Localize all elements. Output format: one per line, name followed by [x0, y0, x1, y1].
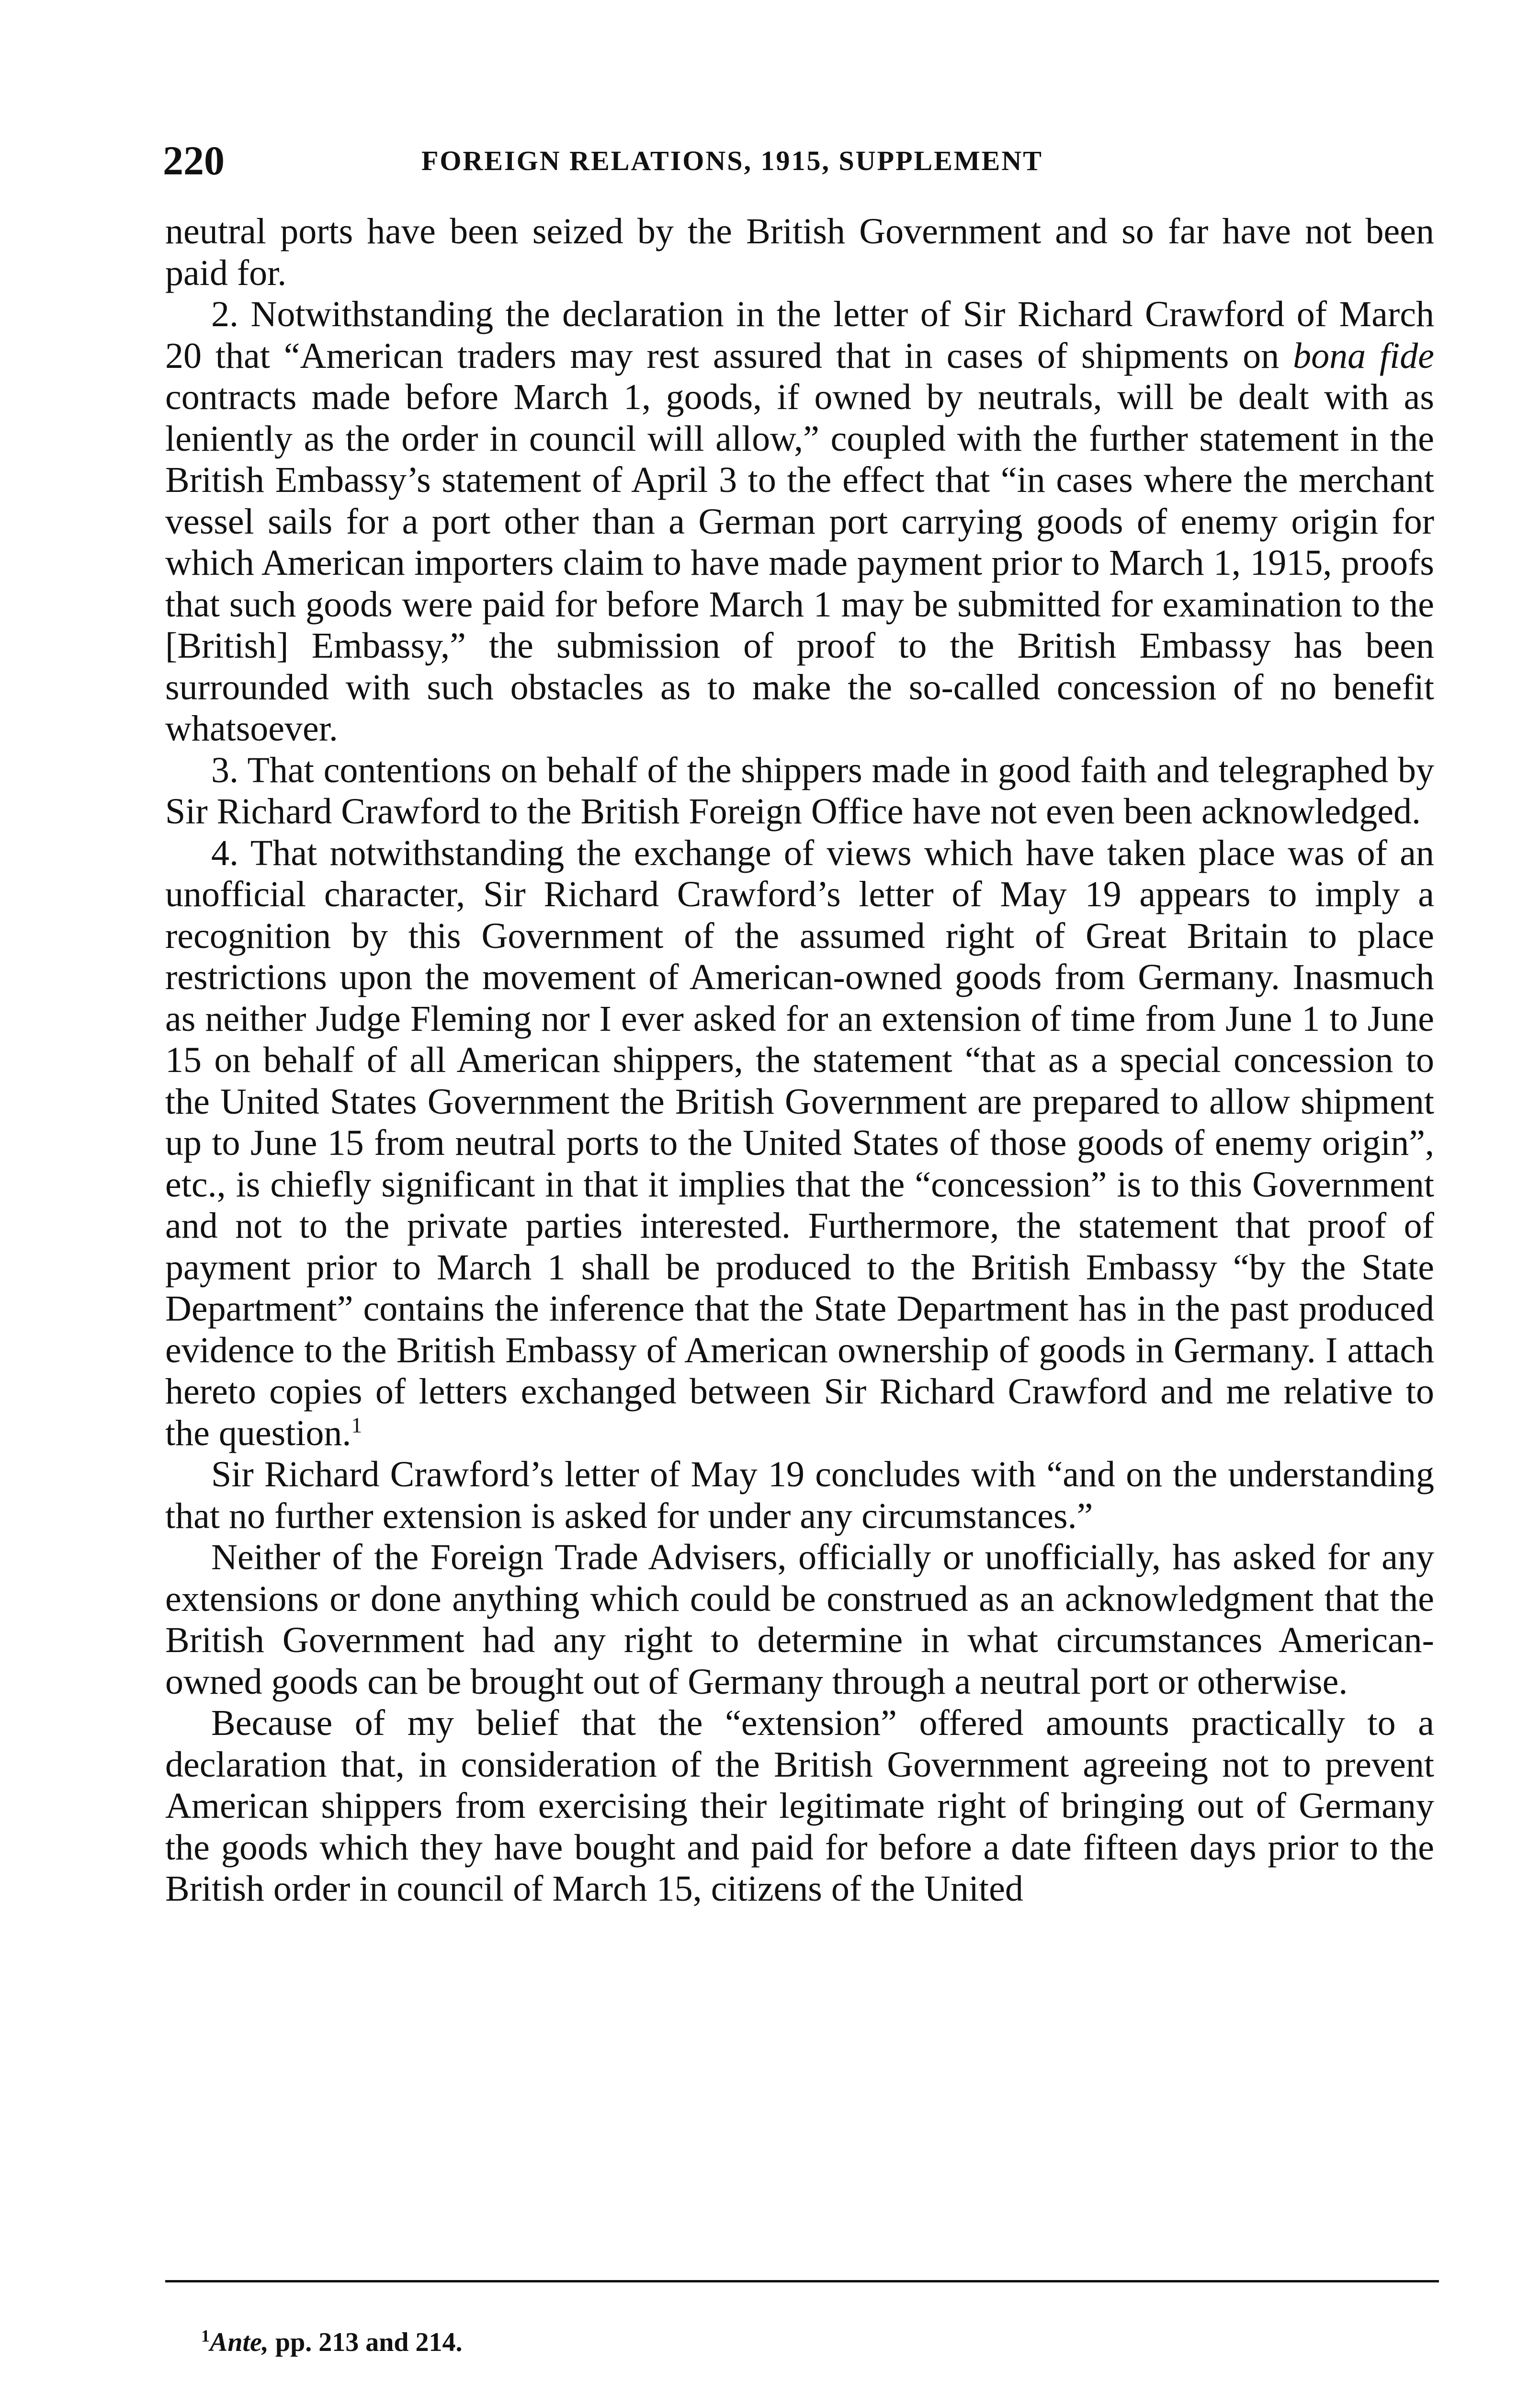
paragraph-continuation: neutral ports have been seized by the British Government and so far have not been paid for. — [165, 211, 1434, 293]
paragraph-letter-conclusion: Sir Richard Crawford’s letter of May 19 concludes with “and on the understanding that no further extension is asked for under any circumstances.” — [165, 1454, 1434, 1536]
footnote-divider — [165, 2280, 1439, 2282]
body-text — [165, 211, 1434, 1910]
paragraph-4-exchange-of-views: 4. That notwithstanding the exchange of views which have taken place was of an unofficial character, Sir Richard Crawford’s letter of May 19 appears to imply a recognition by this Government of the assumed right of Great Britain to place restrictions upon the movement of American-owned goods from Germany. Inasmuch as neither Judge Fleming nor I ever asked for an extension of time from June 1 to June 15 on behalf of all American shippers, the statement “that as a special concession to the United States Government the British Government are prepared to allow shipment up to June 15 from neutral ports to the United States of those goods of enemy origin”, etc., is chiefly significant in that it implies that the “concession” is to this Government and not to the private parties interested. Furthermore, the statement that proof of payment prior to March 1 shall be produced to the British Embassy “by the State Department” contains the inference that the State Department has in the past produced evidence to the British Embassy of American ownership of goods in Germany. I attach hereto copies of letters exchanged between Sir Richard Crawford and me relative to the question.$^1$ — [165, 833, 1434, 1453]
italic-phrase: bona fide — [1293, 335, 1434, 376]
footnote — [201, 2326, 463, 2359]
footnote-marker: 1 — [201, 2326, 210, 2346]
paragraph-extension-belief: Because of my belief that the “extension” offered amounts practically to a declaration that, in consideration of the British Government agreeing not to prevent American shippers from exercising their legitimate right of bringing out of Germany the goods which they have bought and paid for before a date fifteen days prior to the British order in council of March 15, citizens of the United — [165, 1703, 1434, 1909]
footnote-italic: Ante, — [210, 2327, 269, 2357]
page-number: 220 — [163, 137, 225, 183]
paragraph-foreign-trade-advisers: Neither of the Foreign Trade Advisers, officially or unofficially, has asked for any extensions or done anything which could be construed as an acknowledgment that the British Government had any right to determine in what circumstances American-owned goods can be brought out of Germany through a neutral port or otherwise. — [165, 1537, 1434, 1702]
paragraph-3-contentions: 3. That contentions on behalf of the shippers made in good faith and telegraphed by Sir Richard Crawford to the British Foreign Office have not even been acknowledged. — [165, 750, 1434, 832]
footnote-text: pp. 213 and 214. — [268, 2327, 463, 2357]
page-header — [163, 134, 1446, 187]
paragraph-2-declaration: 2. Notwithstanding the declaration in the letter of Sir Richard Crawford of March 20 that “American traders may rest assured that in cases of shipments on bona fide contracts made before March 1, goods, if owned by neutrals, will be dealt with as leniently as the order in council will allow,” coupled with the further statement in the British Embassy’s statement of April 3 to the effect that “in cases where the merchant vessel sails for a port other than a German port carrying goods of enemy origin for which American importers claim to have made payment prior to March 1, 1915, proofs that such goods were paid for before March 1 may be submitted for examination to the [British] Embassy,” the submission of proof to the British Embassy has been surrounded with such obstacles as to make the so-called concession of no benefit whatsoever. — [165, 294, 1434, 749]
footnote-reference: 1 — [351, 1413, 362, 1437]
running-head: FOREIGN RELATIONS, 1915, SUPPLEMENT — [421, 145, 1043, 176]
